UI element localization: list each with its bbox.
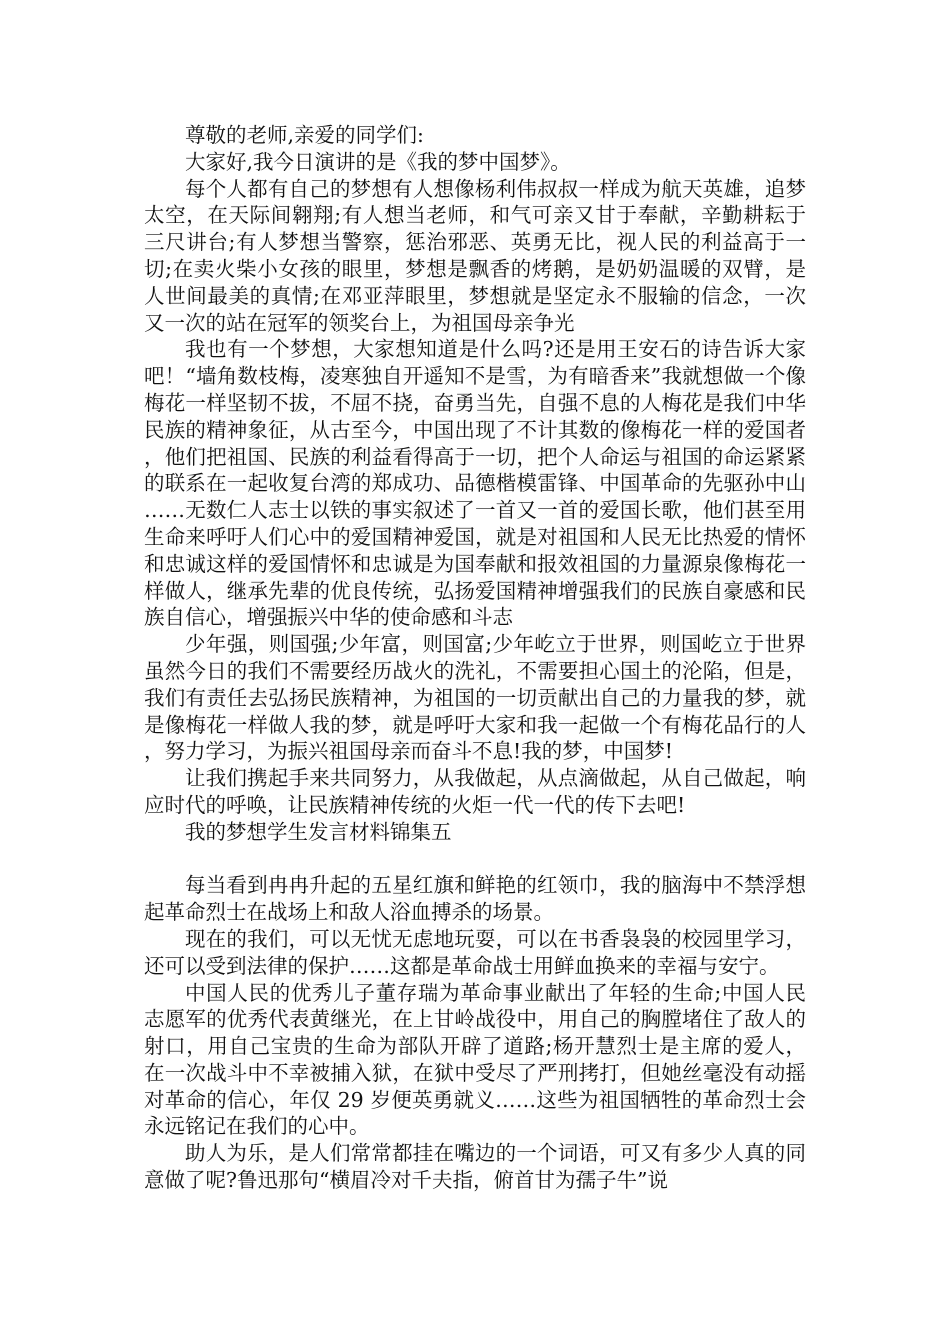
paragraph: 每当看到冉冉升起的五星红旗和鲜艳的红领巾，我的脑海中不禁浮想起革命烈士在战场上和敌人浴血搏杀的场景。 (144, 873, 806, 925)
paragraph: 助人为乐，是人们常常都挂在嘴边的一个词语，可又有多少人真的同意做了呢?鲁迅那句“横眉冷对千夫指，俯首甘为孺子牛”说 (144, 1141, 806, 1193)
paragraph: 中国人民的优秀儿子董存瑞为革命事业献出了年轻的生命;中国人民志愿军的优秀代表黄继光，在上甘岭战役中，用自己的胸膛堵住了敌人的射口，用自己宝贵的生命为部队开辟了道路;杨开慧烈士是主席的爱人，在一次战斗中不幸被捕入狱，在狱中受尽了严刑拷打，但她丝毫没有动摇对革命的信心，年仅 29 岁便英勇就义……这些为祖国牺牲的革命烈士会永远铭记在我们的心中。 (144, 980, 806, 1139)
speech-intro: 大家好,我今日演讲的是《我的梦中国梦》。 (185, 149, 571, 174)
section-heading: 我的梦想学生发言材料锦集五 (185, 819, 452, 844)
paragraph: 每个人都有自己的梦想有人想像杨利伟叔叔一样成为航天英雄，追梦太空，在天际间翱翔;有人想当老师，和气可亲又甘于奉献，辛勤耕耘于三尺讲台;有人梦想当警察，惩治邪恶、英勇无比，视人民的利益高于一切;在卖火柴小女孩的眼里，梦想是飘香的烤鹅，是奶奶温暖的双臂，是人世间最美的真情;在邓亚萍眼里，梦想就是坚定永不服输的信念，一次又一次的站在冠军的领奖台上，为祖国母亲争光 (144, 176, 806, 335)
paragraph: 少年强，则国强;少年富，则国富;少年屹立于世界，则国屹立于世界虽然今日的我们不需要经历战火的洗礼，不需要担心国土的沦陷，但是，我们有责任去弘扬民族精神，为祖国的一切贡献出自己的力量我的梦，就是像梅花一样做人我的梦，就是呼吁大家和我一起做一个有梅花品行的人，努力学习，为振兴祖国母亲而奋斗不息!我的梦，中国梦! (144, 632, 806, 764)
paragraph: 现在的我们，可以无忧无虑地玩耍，可以在书香袅袅的校园里学习，还可以受到法律的保护……这都是革命战士用鲜血换来的幸福与安宁。 (144, 926, 806, 978)
paragraph: 我也有一个梦想，大家想知道是什么吗?还是用王安石的诗告诉大家吧！“墙角数枝梅，凌寒独自开遥知不是雪，为有暗香来”我就想做一个像梅花一样坚韧不拔，不屈不挠，奋勇当先，自强不息的人梅花是我们中华民族的精神象征，从古至今，中国出现了不计其数的像梅花一样的爱国者，他们把祖国、民族的利益看得高于一切，把个人命运与祖国的命运紧紧的联系在一起收复台湾的郑成功、品德楷模雷锋、中国革命的先驱孙中山……无数仁人志士以铁的事实叙述了一首又一首的爱国长歌，他们甚至用生命来呼吁人们心中的爱国精神爱国，就是对祖国和人民无比热爱的情怀和忠诚这样的爱国情怀和忠诚是为国奉献和报效祖国的力量源泉像梅花一样做人，继承先辈的优良传统，弘扬爱国精神增强我们的民族自豪感和民族自信心，增强振兴中华的使命感和斗志 (144, 337, 806, 630)
blank-line (144, 846, 806, 873)
document-page (144, 122, 806, 1194)
paragraph: 让我们携起手来共同努力，从我做起，从点滴做起，从自己做起，响应时代的呼唤，让民族精神传统的火炬一代一代的传下去吧! (144, 766, 806, 817)
salutation: 尊敬的老师,亲爱的同学们: (185, 123, 424, 147)
